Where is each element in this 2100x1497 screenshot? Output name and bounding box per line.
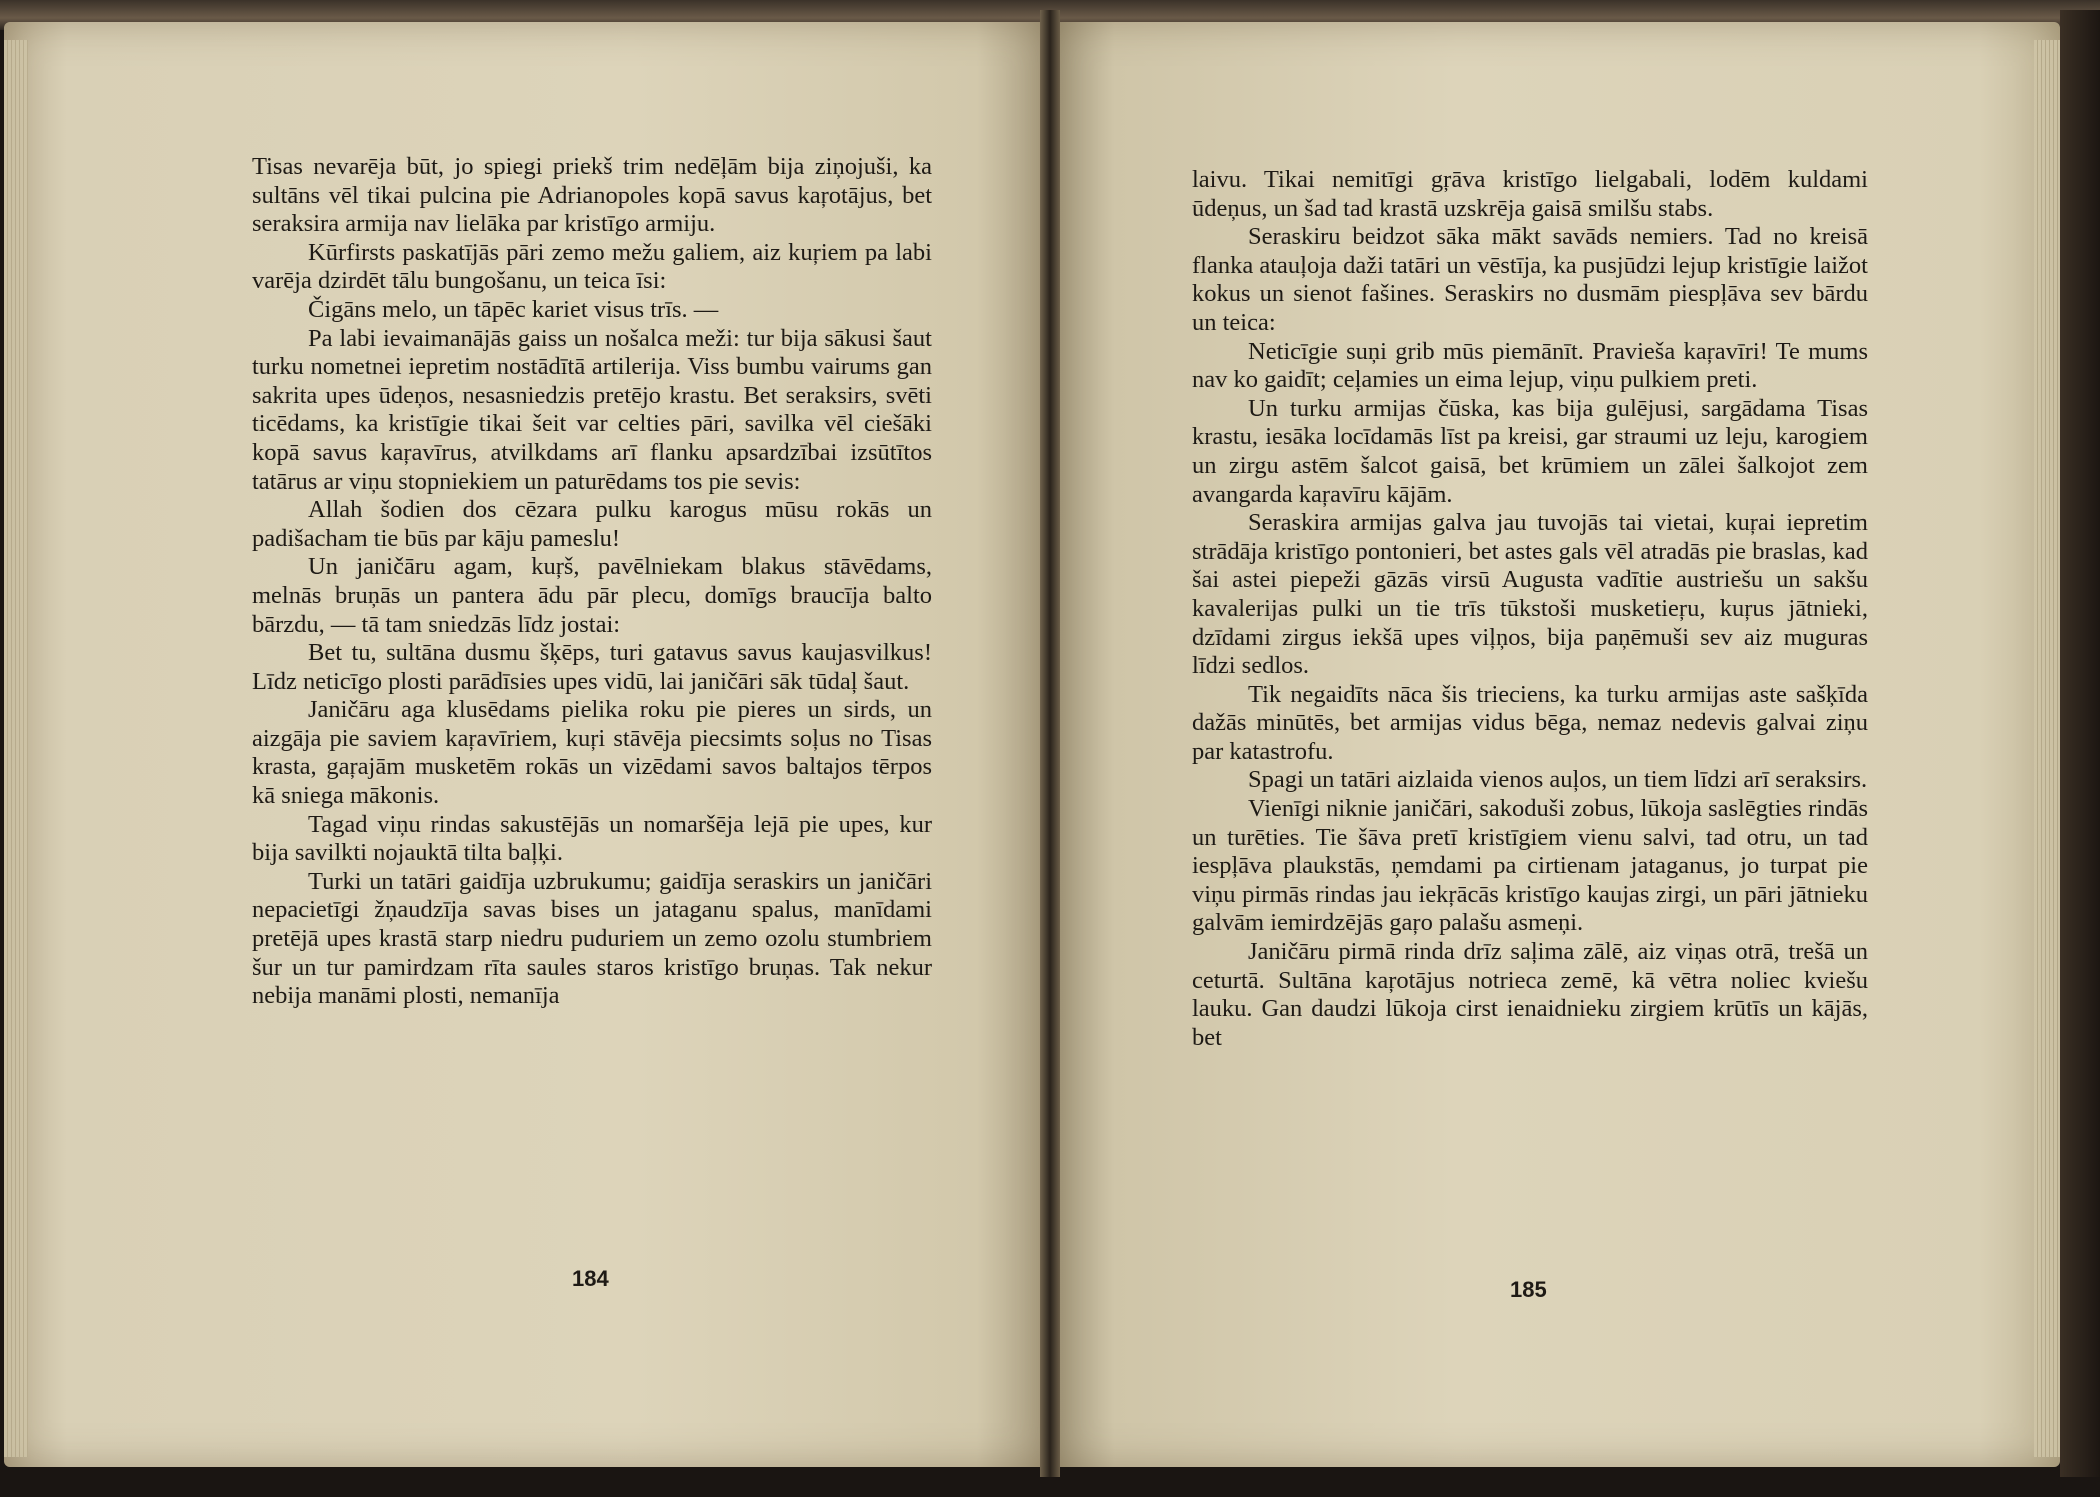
paragraph: Kūrfirsts paskatījās pāri zemo mežu galiem, aiz kuŗiem pa labi varēja dzirdēt tālu bungošanu, un teica īsi: [252, 238, 932, 295]
right-page-edges [2034, 40, 2060, 1457]
book-cover-edge [2060, 10, 2100, 1477]
paragraph: Pa labi ievaimanājās gaiss un nošalca meži: tur bija sākusi šaut turku nometnei iepretim nostādītā artilerija. Viss bumbu vairums gan sakrita upes ūdeņos, nesasniedzis pretējo krastu. Bet seraksirs, svēti ticēdams, ka kristīgie tikai šeit var celties pāri, savilka vēl ciešāki kopā savus kaŗavīrus, atvilkdams arī flanku apsardzībai izsūtītos tatārus ar viņu stopniekiem un paturēdams tos pie sevis: [252, 324, 932, 495]
paragraph: Janičāru pirmā rinda drīz saļima zālē, aiz viņas otrā, trešā un ceturtā. Sultāna kaŗotājus notrieca zemē, kā vētra noliec kviešu lauku. Gan daudzi lūkoja cirst ienaidnieku zirgiem krūtīs un kājās, bet [1192, 938, 1868, 1051]
left-page-edges [4, 40, 28, 1457]
paragraph: Bet tu, sultāna dusmu šķēps, turi gatavus savus kaujasvilkus! Līdz neticīgo plosti parādīsies upes vidū, lai janičāri sāk tūdaļ šaut. [252, 639, 932, 695]
paragraph: Janičāru aga klusēdams pielika roku pie pieres un sirds, un aizgāja pie saviem kaŗavīriem, kuŗi stāvēja piecsimts soļus no Tisas krasta, gaŗajām musketēm rokās un vizēdami savos baltajos tērpos kā sniega mākonis. [252, 696, 932, 810]
page-number-right: 185 [1510, 1277, 1547, 1302]
paragraph: Allah šodien dos cēzara pulku karogus mūsu rokās un padišacham tie būs par kāju pameslu! [252, 496, 932, 552]
paragraph: Neticīgie suņi grib mūs piemānīt. Pravieša kaŗavīri! Te mums nav ko gaidīt; ceļamies un eima lejup, viņu pulkiem preti. [1192, 337, 1868, 394]
right-page-text [1192, 166, 1868, 1052]
paragraph: Seraskiru beidzot sāka mākt savāds nemiers. Tad no kreisā flanka atauļoja daži tatāri un vēstīja, ka pusjūdzi lejup kristīgie laižot kokus un sienot fašines. Seraskirs no dusmām piespļāva sev bārdu un teica: [1192, 223, 1868, 336]
paragraph: Seraskira armijas galva jau tuvojās tai vietai, kuŗai iepretim strādāja kristīgo pontonieri, bet astes gals vēl atradās pie braslas, kad šai astei piepeži gāzās virsū Augusta vadītie austriešu un sakšu kavalerijas pulki un tie trīs tūkstoši musketieŗu, kuŗus jātnieki, dzīdami zirgus iekšā upes viļņos, bija paņēmuši sev aiz muguras līdzi sedlos. [1192, 509, 1868, 680]
left-page-text [252, 153, 932, 1011]
paragraph: Turki un tatāri gaidīja uzbrukumu; gaidīja seraskirs un janičāri nepacietīgi žņaudzīja savas bises un jataganu spalus, manīdami pretējā upes krastā starp niedru puduriem un zemo ozolu stumbriem šur un tur pamirdzam rīta saules staros kristīgo bruņas. Tak nekur nebija manāmi plosti, nemanīja [252, 867, 932, 1010]
paragraph: Tik negaidīts nāca šis trieciens, ka turku armijas aste sašķīda dažās minūtēs, bet armijas vidus bēga, nemaz nedevis galvai ziņu par katastrofu. [1192, 680, 1868, 765]
paragraph: Un turku armijas čūska, kas bija gulējusi, sargādama Tisas krastu, iesāka locīdamās līst pa kreisi, gar straumi uz leju, karogiem un zirgu astēm šalcot gaisā, bet krūmiem un zālei šalkojot zem avangarda kaŗavīru kājām. [1192, 394, 1868, 508]
paragraph: Tagad viņu rindas sakustējās un nomaršēja lejā pie upes, kur bija savilkti nojauktā tilta baļķi. [252, 810, 932, 867]
paragraph: Vienīgi niknie janičāri, sakoduši zobus, lūkoja saslēgties rindās un turēties. Tie šāva pretī kristīgiem vienu salvi, tad otru, un tad iespļāva plaukstās, ņemdami pa cirtienam jataganus, jo turpat pie viņu pirmās rindas jau iekŗācās kristīgo kaujas zirgi, un pāri jātnieku galvām iemirdzējās gaŗo palašu asmeņi. [1192, 795, 1868, 937]
page-number-left: 184 [572, 1266, 609, 1291]
paragraph: laivu. Tikai nemitīgi gŗāva kristīgo lielgabali, lodēm kuldami ūdeņus, un šad tad krastā uzskrēja gaisā smilšu stabs. [1192, 166, 1868, 222]
paragraph: Spagi un tatāri aizlaida vienos auļos, un tiem līdzi arī seraksirs. [1248, 766, 1868, 794]
book-gutter [1040, 10, 1060, 1477]
paragraph: Tisas nevarēja būt, jo spiegi priekš trim nedēļām bija ziņojuši, ka sultāns vēl tikai pulcina pie Adrianopoles kopā savus kaŗotājus, bet seraksira armija nav lielāka par kristīgo armiju. [252, 153, 932, 238]
paragraph: Un janičāru agam, kuŗš, pavēlniekam blakus stāvēdams, melnās bruņās un pantera ādu pār plecu, domīgs braucīja balto bārzdu, — tā tam sniedzās līdz jostai: [252, 553, 932, 638]
paragraph: Čigāns melo, un tāpēc kariet visus trīs. — [308, 295, 719, 323]
